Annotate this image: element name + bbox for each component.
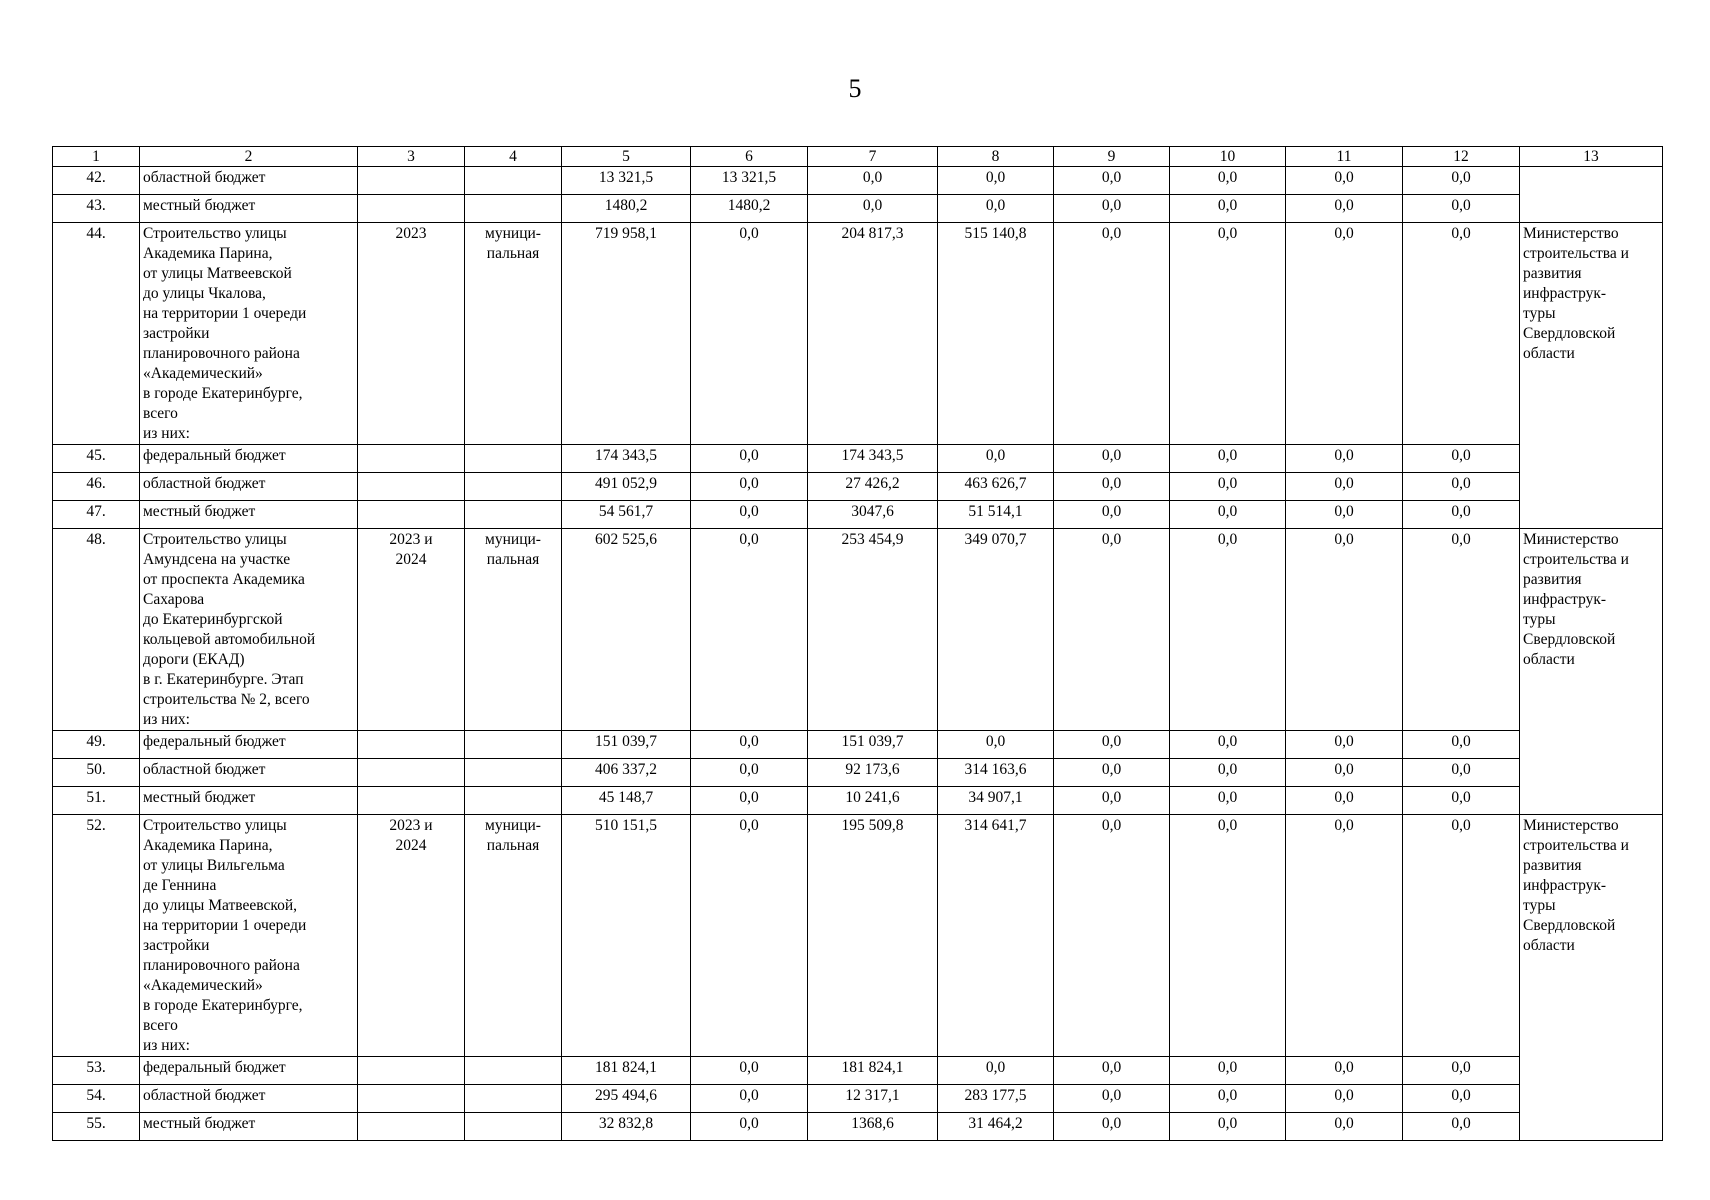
row-year-cell (358, 731, 465, 759)
row-type-cell (465, 167, 562, 195)
value-cell: 0,0 (1054, 473, 1170, 501)
value-cell: 0,0 (1403, 787, 1520, 815)
row-name-cell: федеральный бюджет (140, 1057, 358, 1085)
value-cell: 0,0 (1170, 1113, 1286, 1141)
row-type-cell (465, 1113, 562, 1141)
value-cell: 314 163,6 (938, 759, 1054, 787)
row-year-cell (358, 759, 465, 787)
table-row (53, 195, 1663, 223)
value-cell: 0,0 (938, 1057, 1054, 1085)
value-cell: 1480,2 (562, 195, 691, 223)
row-number-cell: 44. (53, 223, 140, 445)
value-cell: 349 070,7 (938, 529, 1054, 731)
value-cell: 0,0 (1403, 529, 1520, 731)
value-cell: 0,0 (1054, 815, 1170, 1057)
value-cell: 1480,2 (691, 195, 808, 223)
row-type-cell (465, 731, 562, 759)
value-cell: 0,0 (808, 195, 938, 223)
value-cell: 92 173,6 (808, 759, 938, 787)
value-cell: 0,0 (1170, 759, 1286, 787)
value-cell: 0,0 (1054, 529, 1170, 731)
value-cell: 0,0 (938, 445, 1054, 473)
value-cell: 0,0 (1286, 787, 1403, 815)
value-cell: 54 561,7 (562, 501, 691, 529)
value-cell: 491 052,9 (562, 473, 691, 501)
value-cell: 0,0 (1170, 167, 1286, 195)
value-cell: 253 454,9 (808, 529, 938, 731)
row-year-cell (358, 1085, 465, 1113)
row-organization-cell (1520, 167, 1663, 223)
value-cell: 10 241,6 (808, 787, 938, 815)
budget-table (52, 146, 1663, 1141)
value-cell: 174 343,5 (562, 445, 691, 473)
row-type-cell (465, 759, 562, 787)
table-row (53, 473, 1663, 501)
value-cell: 45 148,7 (562, 787, 691, 815)
header-cell: 12 (1403, 147, 1520, 167)
row-name-cell: областной бюджет (140, 473, 358, 501)
value-cell: 0,0 (1170, 787, 1286, 815)
value-cell: 32 832,8 (562, 1113, 691, 1141)
row-number-cell: 48. (53, 529, 140, 731)
row-year-cell: 2023 и 2024 (358, 529, 465, 731)
row-type-cell (465, 195, 562, 223)
row-organization-cell: Министерство строительства и развития инфраструк- туры Свердловской области (1520, 223, 1663, 529)
value-cell: 0,0 (1403, 1085, 1520, 1113)
value-cell: 0,0 (1286, 223, 1403, 445)
value-cell: 0,0 (691, 529, 808, 731)
row-year-cell (358, 473, 465, 501)
value-cell: 174 343,5 (808, 445, 938, 473)
value-cell: 0,0 (1286, 759, 1403, 787)
value-cell: 0,0 (1286, 529, 1403, 731)
row-name-cell: Строительство улицы Академика Парина, от улицы Вильгельма де Геннина до улицы Матвеевской, на территории 1 очереди застройки планировочного района «Академический» в городе Екатеринбурге, всего из них: (140, 815, 358, 1057)
table-row (53, 731, 1663, 759)
value-cell: 0,0 (1403, 473, 1520, 501)
value-cell: 0,0 (1170, 195, 1286, 223)
value-cell: 0,0 (1286, 1085, 1403, 1113)
row-number-cell: 52. (53, 815, 140, 1057)
value-cell: 0,0 (1054, 195, 1170, 223)
value-cell: 0,0 (938, 731, 1054, 759)
value-cell: 0,0 (1403, 195, 1520, 223)
value-cell: 314 641,7 (938, 815, 1054, 1057)
value-cell: 0,0 (1170, 1085, 1286, 1113)
value-cell: 0,0 (1054, 1113, 1170, 1141)
row-number-cell: 51. (53, 787, 140, 815)
value-cell: 0,0 (1286, 501, 1403, 529)
value-cell: 195 509,8 (808, 815, 938, 1057)
row-type-cell (465, 445, 562, 473)
value-cell: 283 177,5 (938, 1085, 1054, 1113)
row-year-cell: 2023 (358, 223, 465, 445)
value-cell: 0,0 (1286, 167, 1403, 195)
table-row (53, 815, 1663, 1057)
value-cell: 0,0 (1403, 167, 1520, 195)
row-organization-cell: Министерство строительства и развития инфраструк- туры Свердловской области (1520, 529, 1663, 815)
row-year-cell (358, 167, 465, 195)
value-cell: 0,0 (1054, 167, 1170, 195)
table-row (53, 445, 1663, 473)
value-cell: 0,0 (1286, 1057, 1403, 1085)
table-row (53, 529, 1663, 731)
row-type-cell (465, 501, 562, 529)
row-type-cell (465, 1057, 562, 1085)
value-cell: 0,0 (1403, 445, 1520, 473)
value-cell: 0,0 (1286, 473, 1403, 501)
row-year-cell (358, 1113, 465, 1141)
row-year-cell (358, 787, 465, 815)
value-cell: 0,0 (691, 1085, 808, 1113)
row-name-cell: областной бюджет (140, 1085, 358, 1113)
row-type-cell: муници- пальная (465, 223, 562, 445)
header-cell: 7 (808, 147, 938, 167)
value-cell: 0,0 (691, 473, 808, 501)
table-row (53, 1085, 1663, 1113)
row-name-cell: местный бюджет (140, 1113, 358, 1141)
value-cell: 0,0 (1054, 787, 1170, 815)
header-cell: 1 (53, 147, 140, 167)
value-cell: 0,0 (1403, 223, 1520, 445)
row-name-cell: Строительство улицы Амундсена на участке от проспекта Академика Сахарова до Екатеринбургской кольцевой автомобильной дороги (ЕКАД) в г. Екатеринбурге. Этап строительства № 2, всего из них: (140, 529, 358, 731)
value-cell: 12 317,1 (808, 1085, 938, 1113)
value-cell: 406 337,2 (562, 759, 691, 787)
value-cell: 0,0 (938, 195, 1054, 223)
table-row (53, 501, 1663, 529)
row-type-cell: муници- пальная (465, 529, 562, 731)
value-cell: 0,0 (1054, 1057, 1170, 1085)
row-number-cell: 42. (53, 167, 140, 195)
header-cell: 8 (938, 147, 1054, 167)
value-cell: 0,0 (1054, 1085, 1170, 1113)
row-number-cell: 43. (53, 195, 140, 223)
header-cell: 3 (358, 147, 465, 167)
value-cell: 0,0 (691, 815, 808, 1057)
table-row (53, 787, 1663, 815)
row-organization-cell: Министерство строительства и развития инфраструк- туры Свердловской области (1520, 815, 1663, 1141)
value-cell: 0,0 (1403, 1057, 1520, 1085)
value-cell: 515 140,8 (938, 223, 1054, 445)
value-cell: 0,0 (1403, 1113, 1520, 1141)
value-cell: 0,0 (691, 759, 808, 787)
value-cell: 0,0 (1170, 1057, 1286, 1085)
header-cell: 2 (140, 147, 358, 167)
row-type-cell (465, 1085, 562, 1113)
value-cell: 3047,6 (808, 501, 938, 529)
value-cell: 0,0 (808, 167, 938, 195)
header-cell: 13 (1520, 147, 1663, 167)
row-type-cell (465, 787, 562, 815)
value-cell: 31 464,2 (938, 1113, 1054, 1141)
value-cell: 0,0 (691, 1057, 808, 1085)
row-year-cell (358, 445, 465, 473)
value-cell: 0,0 (1403, 501, 1520, 529)
row-name-cell: федеральный бюджет (140, 731, 358, 759)
value-cell: 0,0 (1286, 195, 1403, 223)
value-cell: 27 426,2 (808, 473, 938, 501)
value-cell: 181 824,1 (808, 1057, 938, 1085)
value-cell: 0,0 (691, 1113, 808, 1141)
value-cell: 0,0 (1170, 473, 1286, 501)
row-name-cell: местный бюджет (140, 195, 358, 223)
row-name-cell: местный бюджет (140, 501, 358, 529)
row-name-cell: местный бюджет (140, 787, 358, 815)
value-cell: 0,0 (1286, 1113, 1403, 1141)
row-name-cell: областной бюджет (140, 759, 358, 787)
table-row (53, 759, 1663, 787)
header-row (53, 147, 1663, 167)
row-number-cell: 49. (53, 731, 140, 759)
header-cell: 6 (691, 147, 808, 167)
value-cell: 0,0 (691, 731, 808, 759)
row-number-cell: 53. (53, 1057, 140, 1085)
row-number-cell: 50. (53, 759, 140, 787)
row-year-cell (358, 1057, 465, 1085)
value-cell: 1368,6 (808, 1113, 938, 1141)
table-row (53, 1113, 1663, 1141)
row-number-cell: 46. (53, 473, 140, 501)
row-year-cell (358, 501, 465, 529)
value-cell: 0,0 (691, 445, 808, 473)
row-name-cell: Строительство улицы Академика Парина, от улицы Матвеевской до улицы Чкалова, на территории 1 очереди застройки планировочного района «Академический» в городе Екатеринбурге, всего из них: (140, 223, 358, 445)
value-cell: 0,0 (1054, 223, 1170, 445)
value-cell: 0,0 (1054, 759, 1170, 787)
row-year-cell: 2023 и 2024 (358, 815, 465, 1057)
table-row (53, 1057, 1663, 1085)
value-cell: 0,0 (1170, 445, 1286, 473)
row-name-cell: федеральный бюджет (140, 445, 358, 473)
value-cell: 0,0 (1170, 731, 1286, 759)
value-cell: 0,0 (1403, 731, 1520, 759)
value-cell: 0,0 (1403, 815, 1520, 1057)
value-cell: 463 626,7 (938, 473, 1054, 501)
value-cell: 13 321,5 (691, 167, 808, 195)
value-cell: 0,0 (1170, 815, 1286, 1057)
value-cell: 0,0 (691, 223, 808, 445)
row-year-cell (358, 195, 465, 223)
value-cell: 602 525,6 (562, 529, 691, 731)
table-row (53, 167, 1663, 195)
value-cell: 0,0 (938, 167, 1054, 195)
value-cell: 295 494,6 (562, 1085, 691, 1113)
page-number: 5 (848, 74, 862, 103)
row-type-cell: муници- пальная (465, 815, 562, 1057)
header-cell: 10 (1170, 147, 1286, 167)
value-cell: 0,0 (691, 501, 808, 529)
header-cell: 9 (1054, 147, 1170, 167)
value-cell: 204 817,3 (808, 223, 938, 445)
value-cell: 0,0 (1170, 223, 1286, 445)
table-row (53, 223, 1663, 445)
value-cell: 0,0 (1054, 501, 1170, 529)
value-cell: 0,0 (1286, 815, 1403, 1057)
header-cell: 4 (465, 147, 562, 167)
value-cell: 0,0 (1054, 731, 1170, 759)
value-cell: 0,0 (1170, 501, 1286, 529)
value-cell: 13 321,5 (562, 167, 691, 195)
row-number-cell: 47. (53, 501, 140, 529)
value-cell: 0,0 (691, 787, 808, 815)
header-cell: 5 (562, 147, 691, 167)
value-cell: 0,0 (1170, 529, 1286, 731)
value-cell: 151 039,7 (562, 731, 691, 759)
value-cell: 0,0 (1286, 445, 1403, 473)
value-cell: 0,0 (1403, 759, 1520, 787)
row-name-cell: областной бюджет (140, 167, 358, 195)
row-number-cell: 45. (53, 445, 140, 473)
value-cell: 181 824,1 (562, 1057, 691, 1085)
header-cell: 11 (1286, 147, 1403, 167)
value-cell: 510 151,5 (562, 815, 691, 1057)
value-cell: 0,0 (1054, 445, 1170, 473)
row-type-cell (465, 473, 562, 501)
row-number-cell: 54. (53, 1085, 140, 1113)
value-cell: 151 039,7 (808, 731, 938, 759)
value-cell: 0,0 (1286, 731, 1403, 759)
value-cell: 51 514,1 (938, 501, 1054, 529)
value-cell: 34 907,1 (938, 787, 1054, 815)
row-number-cell: 55. (53, 1113, 140, 1141)
value-cell: 719 958,1 (562, 223, 691, 445)
